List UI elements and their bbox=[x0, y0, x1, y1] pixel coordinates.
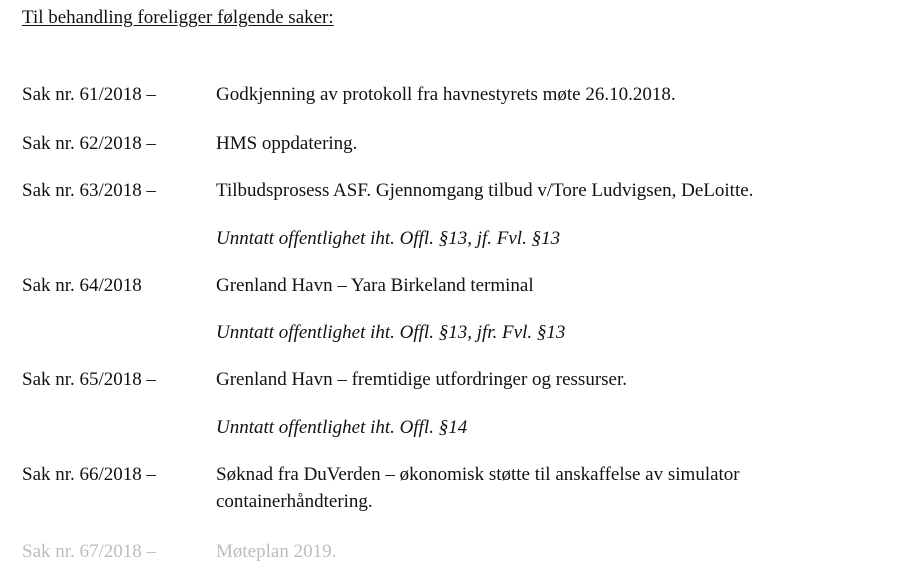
case-title-61: Godkjenning av protokoll fra havnestyrets møte 26.10.2018. bbox=[216, 84, 676, 105]
case-number-64: Sak nr. 64/2018 bbox=[22, 275, 142, 296]
case-title-63: Tilbudsprosess ASF. Gjennomgang tilbud v/Tore Ludvigsen, DeLoitte. bbox=[216, 180, 754, 201]
case-title-62: HMS oppdatering. bbox=[216, 133, 358, 154]
case-number-66: Sak nr. 66/2018 – bbox=[22, 464, 157, 485]
case-title-64: Grenland Havn – Yara Birkeland terminal bbox=[216, 275, 534, 296]
case-number-65: Sak nr. 65/2018 – bbox=[22, 369, 157, 390]
case-number-63: Sak nr. 63/2018 – bbox=[22, 180, 157, 201]
case-title-66: Søknad fra DuVerden – økonomisk støtte til anskaffelse av simulator bbox=[216, 464, 740, 485]
case-note-65: Unntatt offentlighet iht. Offl. §14 bbox=[216, 417, 468, 438]
case-number-67: Sak nr. 67/2018 – bbox=[22, 541, 157, 562]
case-note-63: Unntatt offentlighet iht. Offl. §13, jf. Fvl. §13 bbox=[216, 228, 561, 249]
case-title-67: Møteplan 2019. bbox=[216, 541, 337, 562]
case-number-61: Sak nr. 61/2018 – bbox=[22, 84, 157, 105]
case-title-66-continued: containerhåndtering. bbox=[216, 491, 373, 512]
agenda-heading: Til behandling foreligger følgende saker: bbox=[22, 7, 334, 28]
case-note-64: Unntatt offentlighet iht. Offl. §13, jfr. Fvl. §13 bbox=[216, 322, 566, 343]
case-title-65: Grenland Havn – fremtidige utfordringer og ressurser. bbox=[216, 369, 628, 390]
case-number-62: Sak nr. 62/2018 – bbox=[22, 133, 157, 154]
